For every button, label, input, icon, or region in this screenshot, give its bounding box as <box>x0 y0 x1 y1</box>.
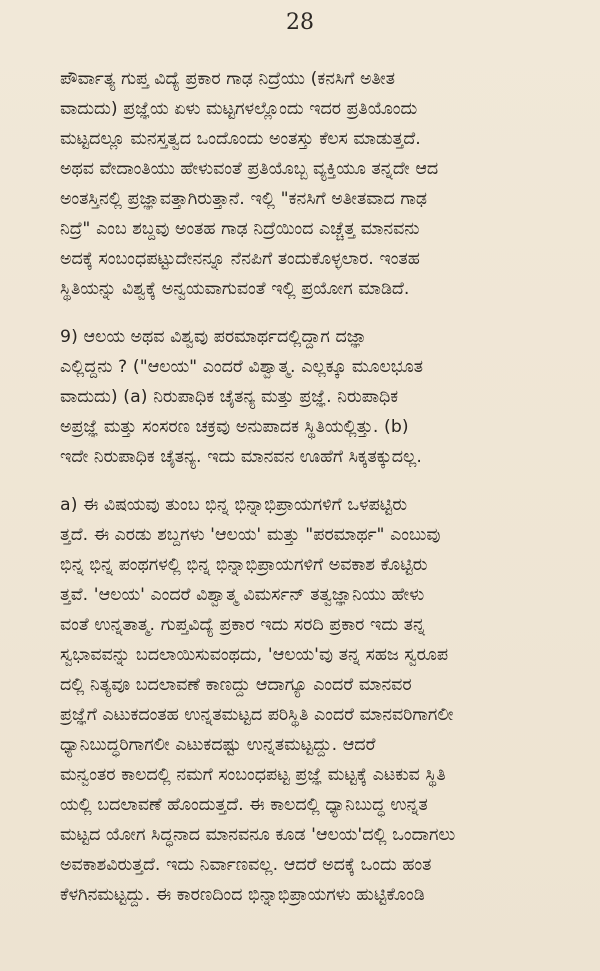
text-line: ಅಂತಸ್ತಿನಲ್ಲಿ ಪ್ರಜ್ಞಾವತ್ತಾಗಿರುತ್ತಾನೆ. ಇಲ್ಲಿ "ಕನಸಿಗೆ ಅತೀತವಾದ ಗಾಢ <box>60 189 428 209</box>
paragraph-3 <box>60 490 595 910</box>
text-line: ಮಟ್ಟದಲ್ಲೂ ಮನಸ್ತತ್ವದ ಒಂದೊಂದು ಅಂತಸ್ತು ಕೆಲಸ ಮಾಡುತ್ತದೆ. <box>60 129 421 149</box>
text-line: ಎಲ್ಲಿದ್ದನು ? ("ಆಲಯ" ಎಂದರೆ ವಿಶ್ವಾತ್ಮ. ಎಲ್ಲಕ್ಕೂ ಮೂಲಭೂತ <box>60 357 423 377</box>
text-line: ಸ್ವಭಾವವನ್ನು ಬದಲಾಯಿಸುವಂಥದು, 'ಆಲಯ'ವು ತನ್ನ ಸಹಜ ಸ್ವರೂಪ <box>60 645 449 665</box>
text-line: a) ಈ ವಿಷಯವು ತುಂಬ ಭಿನ್ನ ಭಿನ್ನಾಭಿಪ್ರಾಯಗಳಿಗೆ ಒಳಪಟ್ಟಿರು <box>60 495 408 515</box>
text-line: ನಿದ್ರೆ" ಎಂಬ ಶಬ್ದವು ಅಂತಹ ಗಾಢ ನಿದ್ರೆಯಿಂದ ಎಚ್ಚೆತ್ತ ಮಾನವನು <box>60 219 420 239</box>
text-line: ಅಥವ ವೇದಾಂತಿಯು ಹೇಳುವಂತೆ ಪ್ರತಿಯೊಬ್ಬ ವ್ಯಕ್ತಿಯೂ ತನ್ನದೇ ಆದ <box>60 159 439 179</box>
paragraph-2 <box>60 322 595 472</box>
text-line: ಪ್ರಜ್ಞೆಗೆ ಎಟುಕದಂತಹ ಉನ್ನತಮಟ್ಟದ ಪರಿಸ್ಥಿತಿ ಎಂದರೆ ಮಾನವರಿಗಾಗಲೀ <box>60 705 454 725</box>
text-line: ಯಲ್ಲಿ ಬದಲಾವಣೆ ಹೊಂದುತ್ತದೆ. ಈ ಕಾಲದಲ್ಲಿ ಧ್ಯಾನಿಬುದ್ಧ ಉನ್ನತ <box>60 795 428 815</box>
paragraph-gap <box>60 304 595 322</box>
text-line: ಧ್ಯಾನಿಬುದ್ಧರಿಗಾಗಲೀ ಎಟುಕದಷ್ಟು ಉನ್ನತಮಟ್ಟದ್ದು. ಆದರೆ <box>60 735 376 755</box>
text-line: ಮನ್ವಂತರ ಕಾಲದಲ್ಲಿ ನಮಗೆ ಸಂಬಂಧಪಟ್ಟ ಪ್ರಜ್ಞೆ ಮಟ್ಟಕ್ಕೆ ಎಟಕುವ ಸ್ಥಿತಿ <box>60 765 446 785</box>
text-line: ತ್ತದೆ. ಈ ಎರಡು ಶಬ್ದಗಳು 'ಆಲಯ' ಮತ್ತು "ಪರಮಾರ್ಥ" ಎಂಬುವು <box>60 525 441 545</box>
text-line: ತ್ತವೆ. 'ಆಲಯ' ಎಂದರೆ ವಿಶ್ವಾತ್ಮ ವಿಮರ್ಸನ್ ತತ್ವಜ್ಞಾನಿಯು ಹೇಳು <box>60 585 425 605</box>
text-line: 9) ಆಲಯ ಅಥವ ವಿಶ್ವವು ಪರಮಾರ್ಥದಲ್ಲಿದ್ದಾಗ ದಜ್ಞಾ <box>60 327 367 347</box>
paragraph-gap <box>60 472 595 490</box>
text-line: ಪೌರ್ವಾತ್ಯ ಗುಪ್ತ ವಿದ್ಯೆ ಪ್ರಕಾರ ಗಾಢ ನಿದ್ರೆಯು (ಕನಸಿಗೆ ಅತೀತ <box>60 69 395 89</box>
text-line: ಸ್ಥಿತಿಯನ್ನು ವಿಶ್ವಕ್ಕೆ ಅನ್ವಯವಾಗುವಂತೆ ಇಲ್ಲಿ ಪ್ರಯೋಗ ಮಾಡಿದೆ. <box>60 279 410 299</box>
text-line: ವಂತೆ ಉನ್ನತಾತ್ಮ. ಗುಪ್ತವಿದ್ಯೆ ಪ್ರಕಾರ ಇದು ಸರದಿ ಪ್ರಕಾರ ಇದು ತನ್ನ <box>60 615 426 635</box>
text-line: ಅವಕಾಶವಿರುತ್ತದೆ. ಇದು ನಿರ್ವಾಣವಲ್ಲ. ಆದರೆ ಅದಕ್ಕೆ ಒಂದು ಹಂತ <box>60 855 432 875</box>
text-line: ಅಪ್ರಜ್ಞೆ ಮತ್ತು ಸಂಸರಣ ಚಕ್ರವು ಅನುಪಾದಕ ಸ್ಥಿತಿಯಲ್ಲಿತ್ತು. (b) <box>60 417 409 437</box>
text-line: ವಾದುದು) ಪ್ರಜ್ಞೆಯ ಏಳು ಮಟ್ಟಗಳಲ್ಲೊಂದು ಇದರ ಪ್ರತಿಯೊಂದು <box>60 99 418 119</box>
paragraph-1 <box>60 64 595 304</box>
text-line: ದಲ್ಲಿ ನಿತ್ಯವೂ ಬದಲಾವಣೆ ಕಾಣದ್ದು ಆದಾಗ್ಯೂ ಎಂದರೆ ಮಾನವರ <box>60 675 412 695</box>
text-line: ಕೆಳಗಿನಮಟ್ಟದ್ದು. ಈ ಕಾರಣದಿಂದ ಭಿನ್ನಾಭಿಪ್ರಾಯಗಳು ಹುಟ್ಟಿಕೊಂಡಿ <box>60 885 425 905</box>
page-number: 28 <box>286 10 314 35</box>
body-text <box>60 64 595 910</box>
text-line: ಇದೇ ನಿರುಪಾಧಿಕ ಚೈತನ್ಯ. ಇದು ಮಾನವನ ಊಹೆಗೆ ಸಿಕ್ಕತಕ್ಕುದಲ್ಲ. <box>60 447 422 467</box>
text-line: ಭಿನ್ನ ಭಿನ್ನ ಪಂಥಗಳಲ್ಲಿ ಭಿನ್ನ ಭಿನ್ನಾಭಿಪ್ರಾಯಗಳಿಗೆ ಅವಕಾಶ ಕೊಟ್ಟಿರು <box>60 555 428 575</box>
text-line: ಮಟ್ಟದ ಯೋಗ ಸಿದ್ಧನಾದ ಮಾನವನೂ ಕೂಡ 'ಆಲಯ'ದಲ್ಲಿ ಒಂದಾಗಲು <box>60 825 456 845</box>
text-line: ಅದಕ್ಕೆ ಸಂಬಂಧಪಟ್ಟುದೇನನ್ನೂ ನೆನಪಿಗೆ ತಂದುಕೊಳ್ಳಲಾರ. ಇಂತಹ <box>60 249 420 269</box>
text-line: ವಾದುದು) (a) ನಿರುಪಾಧಿಕ ಚೈತನ್ಯ ಮತ್ತು ಪ್ರಜ್ಞೆ. ನಿರುಪಾಧಿಕ <box>60 387 399 407</box>
